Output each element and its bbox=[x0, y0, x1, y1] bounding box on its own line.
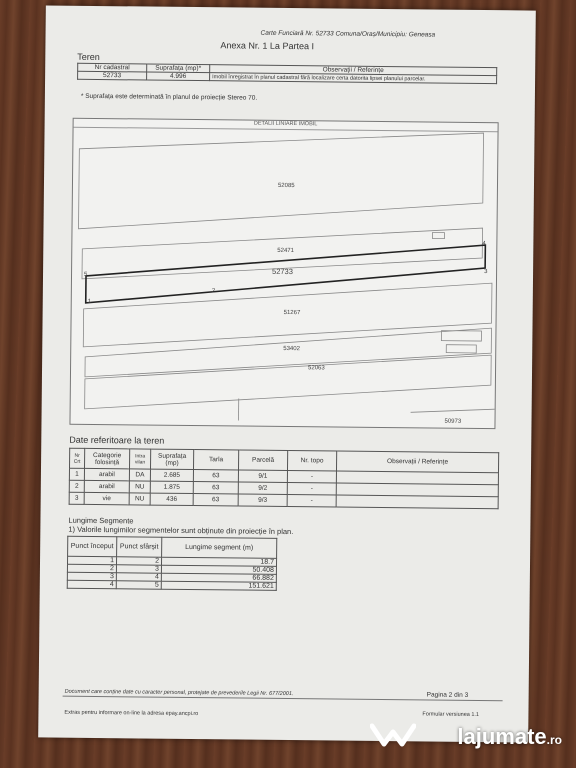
plan-label: 52063 bbox=[308, 365, 325, 372]
cell: arabil bbox=[84, 480, 129, 492]
col-punct-inceput: Punct început bbox=[68, 536, 117, 557]
cell: 2 bbox=[67, 564, 116, 573]
cell: 4 bbox=[116, 573, 161, 581]
cell: 3 bbox=[69, 492, 84, 504]
footnote: * Suprafața este determinată în planul de proiecție Stereo 70. bbox=[80, 92, 258, 102]
plan-title: DETALII LINIARE IMOBIL bbox=[74, 119, 498, 132]
cadastral-plan bbox=[69, 118, 498, 429]
table-header-row bbox=[68, 536, 277, 558]
watermark bbox=[457, 724, 562, 750]
date-table bbox=[69, 448, 500, 509]
col-suprafata: Suprafața (mp) bbox=[150, 449, 193, 469]
cell: 5 bbox=[116, 581, 161, 589]
lungime-heading: Lungime Segmente bbox=[68, 515, 134, 526]
footer-page: Pagina 2 din 3 bbox=[426, 691, 469, 699]
cell: 2 bbox=[69, 480, 84, 492]
cell: DA bbox=[129, 469, 150, 481]
col-nr-topo: Nr. topo bbox=[287, 451, 336, 472]
document-page bbox=[38, 5, 536, 742]
lajumate-logo-icon bbox=[370, 720, 416, 750]
parcel-52063 bbox=[85, 351, 492, 413]
cell: 63 bbox=[193, 470, 238, 482]
small-building bbox=[446, 345, 476, 353]
footer-extras: Extras pentru informare on-line la adresa epay.ancpi.ro bbox=[64, 709, 199, 718]
point-label: 2 bbox=[211, 288, 216, 295]
cell: 436 bbox=[150, 493, 193, 505]
col-punct-sfarsit: Punct sfârșit bbox=[117, 537, 162, 557]
col-observatii: Observații / Referințe bbox=[336, 451, 498, 473]
cell: 50.408 bbox=[161, 565, 276, 574]
table-row bbox=[67, 580, 276, 590]
cell: 1 bbox=[69, 468, 84, 480]
anexa-title: Anexa Nr. 1 La Partea I bbox=[220, 40, 315, 52]
cell: arabil bbox=[84, 468, 129, 480]
col-categorie: Categorie folosință bbox=[85, 448, 130, 468]
footer-formular: Formular versiunea 1.1 bbox=[422, 711, 480, 719]
teren-heading: Teren bbox=[77, 51, 100, 63]
cell: 151.621 bbox=[161, 581, 276, 590]
cell: NU bbox=[129, 493, 150, 505]
point-label: 4 bbox=[482, 241, 486, 248]
col-tarla: Tarla bbox=[193, 450, 238, 470]
cell: 2.685 bbox=[150, 469, 193, 481]
cell: - bbox=[287, 471, 336, 484]
plan-label-main: 52733 bbox=[272, 266, 293, 277]
cell: 3 bbox=[116, 565, 161, 573]
point-label: 1 bbox=[87, 298, 92, 305]
plan-drawing bbox=[70, 119, 497, 428]
cell: 63 bbox=[193, 494, 238, 506]
cell: 1 bbox=[67, 556, 116, 565]
parcel-53402 bbox=[85, 324, 492, 381]
teren-table bbox=[77, 63, 497, 84]
watermark-text: lajumate bbox=[457, 724, 547, 749]
footer-doc-note: Document care conține date cu caracter personal, protejate de prevederile Legii Nr. 677/2001. bbox=[64, 688, 294, 698]
cell: vie bbox=[84, 492, 129, 504]
cell: 9/1 bbox=[238, 470, 287, 483]
col-suprafata: Suprafața (mp)* bbox=[147, 64, 210, 73]
date-heading: Date referitoare la teren bbox=[69, 434, 165, 446]
plan-label: 51267 bbox=[283, 309, 301, 317]
cell-suprafata: 4.996 bbox=[147, 72, 210, 81]
cell-observatii: Imobil înregistrat în planul cadastral fără localizare certa datorita lipsei planului parcelar. bbox=[210, 73, 497, 84]
cell: - bbox=[287, 495, 336, 508]
watermark-suffix: .ro bbox=[546, 733, 562, 747]
cell: - bbox=[287, 483, 336, 496]
col-intravilan: Intra vilan bbox=[129, 449, 150, 469]
cell: 1.875 bbox=[150, 481, 193, 493]
col-parcela: Parcelă bbox=[238, 450, 287, 471]
carte-funciara-header: Carte Funciară Nr. 52733 Comuna/Oraș/Municipiu: Geneasa bbox=[260, 29, 436, 39]
col-observatii: Observații / Referințe bbox=[210, 65, 497, 76]
cell bbox=[336, 495, 498, 509]
lungime-subtitle: 1) Valorile lungimilor segmentelor sunt obținute din proiecție în plan. bbox=[68, 524, 294, 537]
plan-label: 50973 bbox=[444, 418, 462, 425]
point-label: 5 bbox=[83, 271, 88, 278]
point-label: 3 bbox=[484, 269, 488, 276]
cell: 2 bbox=[116, 557, 161, 565]
cell: 66.882 bbox=[161, 573, 276, 582]
lungime-table bbox=[67, 536, 278, 591]
small-building bbox=[441, 331, 481, 341]
col-nr-crt: Nr Crt bbox=[70, 448, 85, 468]
col-nr-cadastral: Nr cadastral bbox=[78, 63, 147, 72]
cell: 3 bbox=[67, 572, 116, 581]
cell: 63 bbox=[193, 482, 238, 494]
plan-line bbox=[411, 408, 495, 413]
parcel-52085 bbox=[79, 129, 484, 233]
plan-label: 53402 bbox=[283, 345, 300, 353]
cell: 18.7 bbox=[161, 557, 276, 566]
col-lungime: Lungime segment (m) bbox=[162, 537, 277, 558]
cell-nr-cadastral: 52733 bbox=[78, 71, 147, 80]
small-building bbox=[432, 233, 444, 239]
cell: NU bbox=[129, 481, 150, 493]
cell: 9/3 bbox=[238, 494, 287, 507]
cell: 9/2 bbox=[238, 482, 287, 495]
plan-label: 52471 bbox=[277, 247, 295, 255]
plan-label: 52085 bbox=[277, 182, 295, 190]
cell: 4 bbox=[67, 580, 116, 589]
